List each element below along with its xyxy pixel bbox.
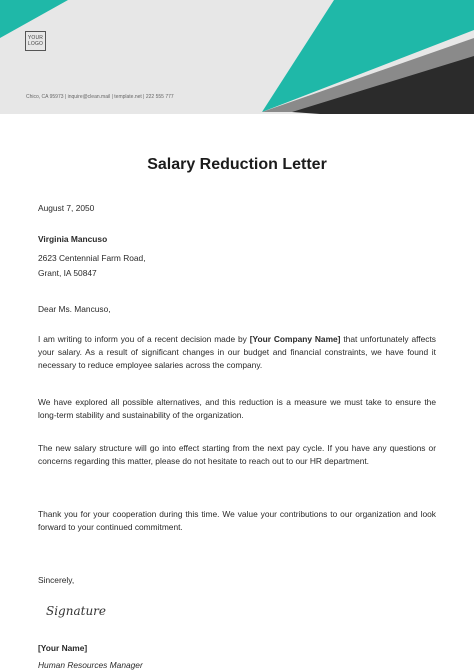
document-title: Salary Reduction Letter: [147, 156, 327, 173]
sender-name: [Your Name]: [38, 643, 88, 653]
recipient-name: Virginia Mancuso: [38, 234, 108, 244]
letterhead: [0, 0, 474, 114]
contact-info: Chico, CA 95973 | inquire@clean.mail | template.net | 222 555 777: [26, 94, 174, 100]
paragraph-1-intro: I am writing to inform you of a recent decision made by: [38, 334, 250, 344]
company-logo: YOUR LOGO: [25, 31, 46, 51]
paragraph-3: The new salary structure will go into effect starting from the next pay cycle. If you have any questions or concerns regarding this matter, please do not hesitate to reach out to our HR department.: [38, 443, 436, 466]
salutation: Dear Ms. Mancuso,: [38, 304, 111, 314]
paragraph-1-body: that unfortunately affects your salary. As a result of significant changes in our budget and financial constraints, we have found it necessary to reduce employee salaries across the company.: [38, 334, 436, 370]
recipient-address-line1: 2623 Centennial Farm Road,: [38, 253, 146, 263]
company-name-placeholder: [Your Company Name]: [249, 334, 341, 344]
closing: Sincerely,: [38, 575, 75, 585]
signature: Signature: [46, 604, 107, 618]
recipient-address-line2: Grant, IA 50847: [38, 268, 97, 278]
letter-date: August 7, 2050: [38, 203, 95, 213]
paragraph-1: [38, 333, 436, 372]
paragraph-2: We have explored all possible alternatives, and this reduction is a measure we must take to ensure the long-term stability and sustainability of the organization.: [38, 397, 436, 420]
sender-role: Human Resources Manager: [38, 660, 143, 670]
paragraph-4: Thank you for your cooperation during this time. We value your contributions to our organization and look forward to your continued commitment.: [38, 509, 436, 532]
